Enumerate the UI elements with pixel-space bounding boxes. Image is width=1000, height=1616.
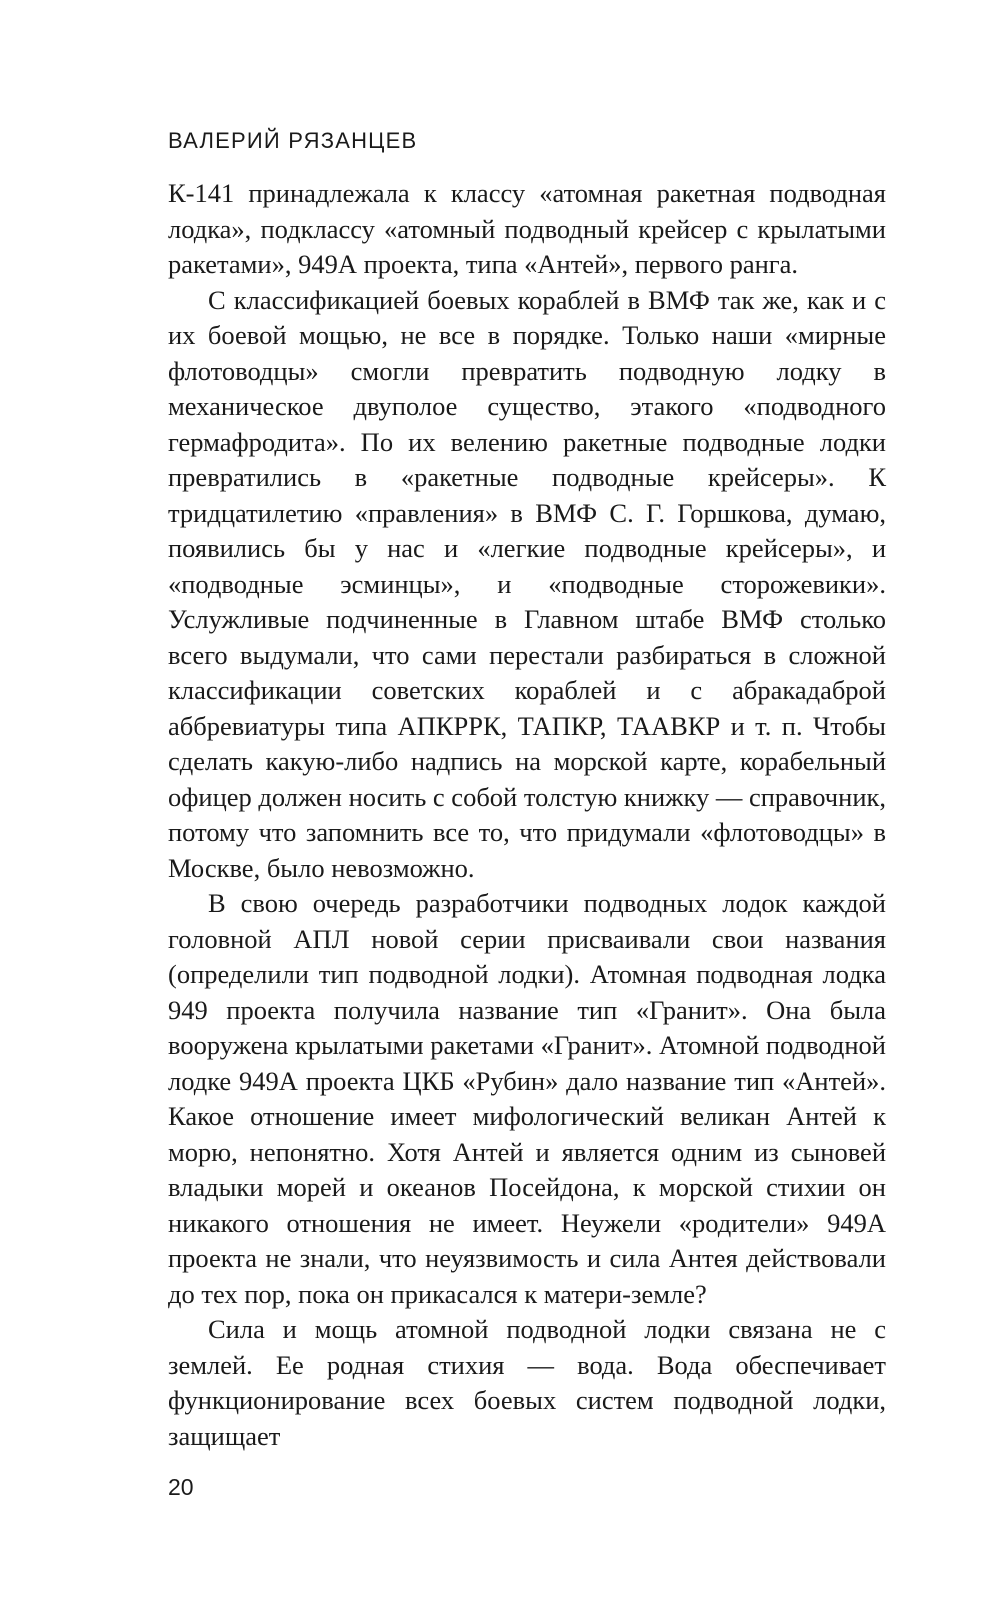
paragraph-4: Сила и мощь атомной подводной лодки связана не с землей. Ее родная стихия — вода. Вода обеспечивает функционирование всех боевых систем подводной лодки, защищает (168, 1314, 886, 1451)
paragraph-2: С классификацией боевых кораблей в ВМФ так же, как и с их боевой мощью, не все в порядке. Только наши «мирные флотоводцы» смогли превратить подводную лодку в механическое двуполое существо, этакого «подводного гермафродита». По их велению ракетные подводные лодки превратились в «ракетные подводные крейсеры». К тридцатилетию «правления» в ВМФ С. Г. Горшкова, думаю, появились бы у нас и «легкие подводные крейсеры», и «подводные эсминцы», и «подводные сторожевики». Услужливые подчиненные в Главном штабе ВМФ столько всего выдумали, что сами перестали разбираться в сложной классификации советских кораблей и с абракадаброй аббревиатуры типа АПКРРК, ТАПКР, ТААВКР и т. п. Чтобы сделать какую-либо надпись на морской карте, корабельный офицер должен носить с собой толстую книжку — справочник, потому что запомнить все то, что придумали «флотоводцы» в Москве, было невозможно. (168, 284, 886, 883)
body-text (168, 176, 886, 1454)
paragraph-3: В свою очередь разработчики подводных лодок каждой головной АПЛ новой серии присваивали свои названия (определили тип подводной лодки). Атомная подводная лодка 949 проекта получила название тип «Гранит». Она была вооружена крылатыми ракетами «Гранит». Атомной подводной лодке 949А проекта ЦКБ «Рубин» дало название тип «Антей». Какое отношение имеет мифологический великан Антей к морю, непонятно. Хотя Антей и является одним из сыновей владыки морей и океанов Посейдона, к морской стихии он никакого отношения не имеет. Неужели «родители» 949А проекта не знали, что неуязвимость и сила Антея действовали до тех пор, пока он прикасался к матери-земле? (168, 888, 886, 1309)
running-head: ВАЛЕРИЙ РЯЗАНЦЕВ (168, 128, 418, 153)
page-number: 20 (168, 1474, 194, 1500)
paragraph-1: К-141 принадлежала к классу «атомная ракетная подводная лодка», подклассу «атомный подводный крейсер с крылатыми ракетами», 949А проекта, типа «Антей», первого ранга. (168, 178, 886, 279)
